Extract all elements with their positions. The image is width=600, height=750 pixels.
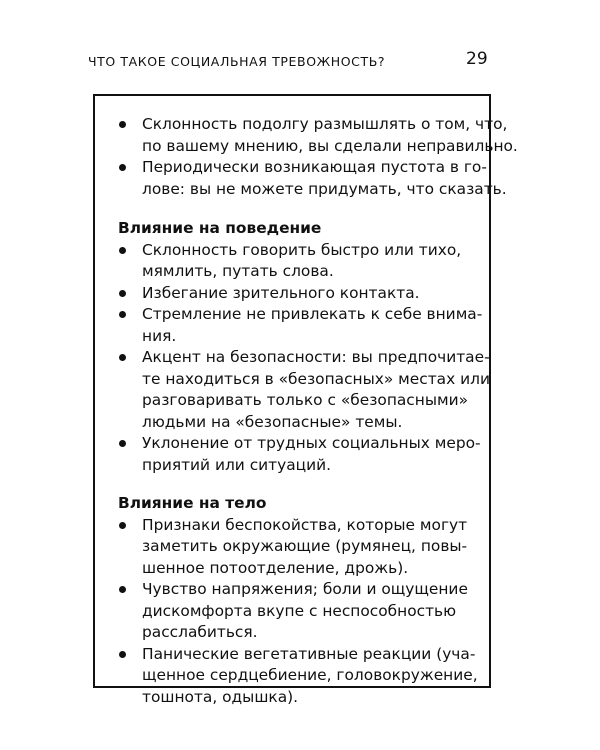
bullet-icon [119,586,126,593]
list-item-line: по вашему мнению, вы сделали неправильно. [142,136,518,155]
list-item-line: мямлить, путать слова. [142,262,334,280]
page-number: 29 [466,49,488,69]
behavior-list [118,240,490,477]
list-item-line: приятий или ситуаций. [142,455,332,474]
behavior-heading: Влияние на поведение [118,219,322,237]
bullet-icon [119,121,126,128]
list-item [118,347,490,433]
list-item-line: Панические вегетативные реакции (уча- [142,644,476,663]
list-item [118,579,468,644]
list-item-line: тошнота, одышка). [142,687,299,706]
summary-box [93,94,518,706]
list-item-line: шенное потоотделение, дрожь). [142,558,409,577]
list-item [118,240,468,283]
bullet-icon [119,164,126,171]
bullet-icon [119,290,126,297]
list-item-line: Акцент на безопасности: вы предпочитае- [142,348,490,366]
list-item-line: те находиться в «безопасных» местах или [142,369,490,388]
list-item-line: людьми на «безопасные» темы. [142,412,403,431]
list-item-line: Склонность говорить быстро или тихо, [142,240,462,259]
bullet-icon [119,311,126,318]
body-list [118,515,478,709]
bullet-icon [119,354,126,361]
bullet-icon [119,247,126,254]
running-head: ЧТО ТАКОЕ СОЦИАЛЬНАЯ ТРЕВОЖНОСТЬ? [88,54,386,69]
bullet-icon [119,651,126,658]
list-item [118,157,507,200]
section-spacer [118,476,468,493]
list-item-line: щенное сердцебиение, головокружение, [142,666,478,684]
list-item-line: Чувство напряжения; боли и ощущение [142,580,468,598]
list-item-line: Уклонение от трудных социальных меро- [142,434,481,452]
body-heading: Влияние на тело [118,494,267,512]
list-item-line: ния. [142,326,177,345]
list-item-line: лове: вы не можете придумать, что сказать. [142,179,507,198]
list-item [118,515,468,580]
list-item-line: Избегание зрительного контакта. [142,283,420,302]
list-item [118,433,481,476]
list-item-line: Стремление не привлекать к себе внима- [142,305,483,323]
section-spacer [118,200,468,218]
bullet-icon [119,440,126,447]
thoughts-list [118,114,518,200]
list-item-line: дискомфорта вкупе с неспособностью [142,601,457,620]
list-item-line: разговаривать только с «безопасными» [142,391,469,409]
list-item-line: Периодически возникающая пустота в го- [142,158,487,176]
list-item [118,114,518,157]
bullet-icon [119,522,126,529]
list-item-line: Признаки беспокойства, которые могут [142,515,468,534]
summary-box-content [118,114,518,708]
list-item [118,644,478,709]
list-item-line: расслабиться. [142,623,258,641]
list-item [118,283,468,305]
list-item [118,304,483,347]
list-item-line: Склонность подолгу размышлять о том, что, [142,115,508,133]
list-item-line: заметить окружающие (румянец, повы- [142,537,468,555]
